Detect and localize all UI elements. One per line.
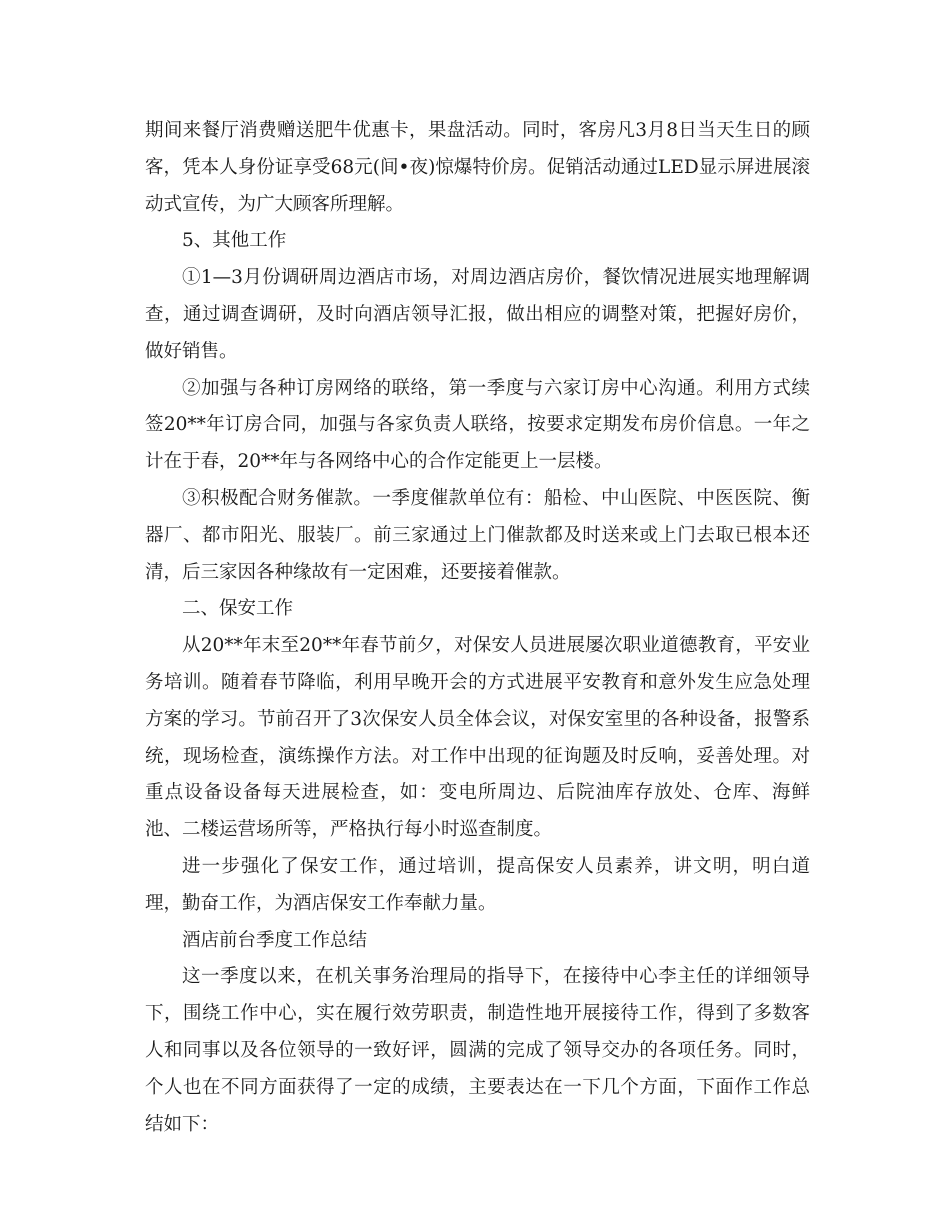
document-page: [145, 113, 810, 1143]
paragraph-quarter-summary: 这一季度以来，在机关事务治理局的指导下，在接待中心李主任的详细领导下，围绕工作中心，实在履行效劳职责，制造性地开展接待工作，得到了多数客人和同事以及各位领导的一致好评，圆满的完成了领导交办的各项任务。同时，个人也在不同方面获得了一定的成绩，主要表达在一下几个方面，下面作工作总结如下：: [145, 966, 810, 1135]
paragraph-booking-network: ②加强与各种订房网络的联络，第一季度与六家订房中心沟通。利用方式续签20**年订房合同，加强与各家负责人联络，按要求定期发布房价信息。一年之计在于春，20**年与各网络中心的合作定能更上一层楼。: [145, 377, 810, 473]
paragraph-promotion-continued: 期间来餐厅消费赠送肥牛优惠卡，果盘活动。同时，客房凡3月8日当天生日的顾客，凭本人身份证享受68元(间•夜)惊爆特价房。促销活动通过LED显示屏进展滚动式宣传，为广大顾客所理解。: [145, 120, 810, 215]
paragraph-security-training: 从20**年末至20**年春节前夕，对保安人员进展屡次职业道德教育，平安业务培训。随着春节降临，利用早晚开会的方式进展平安教育和意外发生应急处理方案的学习。节前召开了3次保安人员全体会议，对保安室里的各种设备，报警系统，现场检查，演练操作方法。对工作中出现的征询题及时反响，妥善处理。对重点设备设备每天进展检查，如：变电所周边、后院油库存放处、仓库、海鲜池、二楼运营场所等，严格执行每小时巡查制度。: [145, 635, 810, 841]
paragraph-market-research: ①1—3月份调研周边酒店市场，对周边酒店房价，餐饮情况进展实地理解调查，通过调查调研，及时向酒店领导汇报，做出相应的调整对策，把握好房价，做好销售。: [145, 267, 810, 362]
heading-security-work: 二、保安工作: [182, 598, 294, 620]
paragraph-security-strengthened: 进一步强化了保安工作，通过培训，提高保安人员素养，讲文明，明白道理，勤奋工作，为酒店保安工作奉献力量。: [145, 855, 810, 914]
heading-front-desk-summary: 酒店前台季度工作总结: [182, 929, 368, 951]
paragraph-payment-collection: ③积极配合财务催款。一季度催款单位有：船检、中山医院、中医医院、衡器厂、都市阳光、服装厂。前三家通过上门催款都及时送来或上门去取已根本还清，后三家因各种缘故有一定困难，还要接着催款。: [145, 487, 810, 583]
heading-other-work: 5、其他工作: [182, 230, 287, 252]
